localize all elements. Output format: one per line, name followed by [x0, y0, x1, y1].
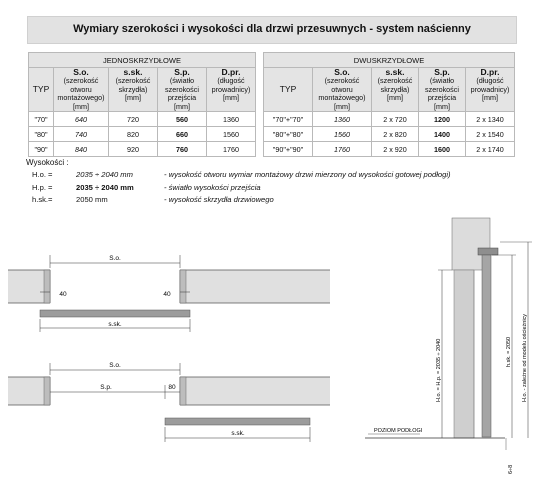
- frame-left: [44, 377, 50, 405]
- label-ho-dependent: H.o. - zależne od modelu ościeżnicy: [522, 313, 528, 402]
- page-title: Wymiary szerokości i wysokości dla drzwi przesuwnych - system naścienny: [73, 23, 471, 35]
- diagram-bottom-view: [0, 355, 340, 455]
- label-bottom-gap: 6÷8: [508, 464, 514, 474]
- header-dpr-double: D.pr. (długość prowadnicy) [mm]: [466, 68, 515, 112]
- table-row: "70" 640 720 560 1360 "70"+"70" 1360 2 x 720 1200 2 x 1340: [29, 112, 515, 127]
- label-gap: 80: [168, 384, 176, 391]
- label-gap-left: 40: [59, 291, 67, 298]
- header-sp-double: S.p. (światło szerokości przejścia [mm]: [419, 68, 466, 112]
- label-ssk: s.sk.: [108, 321, 122, 328]
- label-ssk: s.sk.: [231, 430, 245, 437]
- wall-right: [180, 377, 330, 405]
- label-sp: S.p.: [100, 384, 112, 391]
- table-row: "80" 740 820 660 1560 "80"+"80" 1560 2 x 820 1400 2 x 1540: [29, 127, 515, 142]
- dimensions-table: [28, 52, 515, 157]
- header-dpr: D.pr. (długość prowadnicy) [mm]: [207, 68, 256, 112]
- header-ssk: s.sk. (szerokość skrzydła) [mm]: [109, 68, 158, 112]
- frame-left: [44, 270, 50, 303]
- frame-right: [180, 377, 186, 405]
- label-hsk: h.sk. = 2050: [506, 336, 512, 367]
- label-gap-right: 40: [163, 291, 171, 298]
- group-double-header: DWUSKRZYDŁOWE: [264, 53, 515, 68]
- header-typ-double: TYP: [264, 68, 313, 112]
- label-floor: POZIOM PODŁOGI: [374, 428, 423, 434]
- label-so: S.o.: [109, 362, 121, 369]
- header-ssk-double: s.sk. (szerokość skrzydła) [mm]: [372, 68, 419, 112]
- wall-left: [8, 377, 50, 405]
- header-typ: TYP: [29, 68, 54, 112]
- door-leaf-bottom: [165, 418, 310, 425]
- header-sp: S.p. (światło szerokości przejścia [mm]: [158, 68, 207, 112]
- label-so: S.o.: [109, 255, 121, 262]
- diagram-top-view: [0, 240, 340, 340]
- door-leaf-side: [482, 255, 491, 437]
- heights-label: Wysokości :: [26, 158, 69, 167]
- diagram-side-section: [360, 212, 545, 477]
- group-single-header: JEDNOSKRZYDŁOWE: [29, 53, 256, 68]
- label-ho-hp: H.o. = H.p. = 2035 ÷ 2040: [436, 338, 442, 402]
- wall-left: [8, 270, 50, 303]
- header-so: S.o. (szerokość otworu montażowego) [mm]: [54, 68, 109, 112]
- header-so-double: S.o. (szerokość otworu montażowego) [mm]: [313, 68, 372, 112]
- title-bar: [27, 16, 517, 44]
- frame-right: [180, 270, 186, 303]
- track-profile: [478, 248, 498, 255]
- wall-right: [180, 270, 330, 303]
- frame-jamb: [454, 270, 474, 438]
- table-row: "90" 840 920 760 1760 "90"+"90" 1760 2 x 920 1600 2 x 1740: [29, 142, 515, 157]
- door-leaf-top: [40, 310, 190, 317]
